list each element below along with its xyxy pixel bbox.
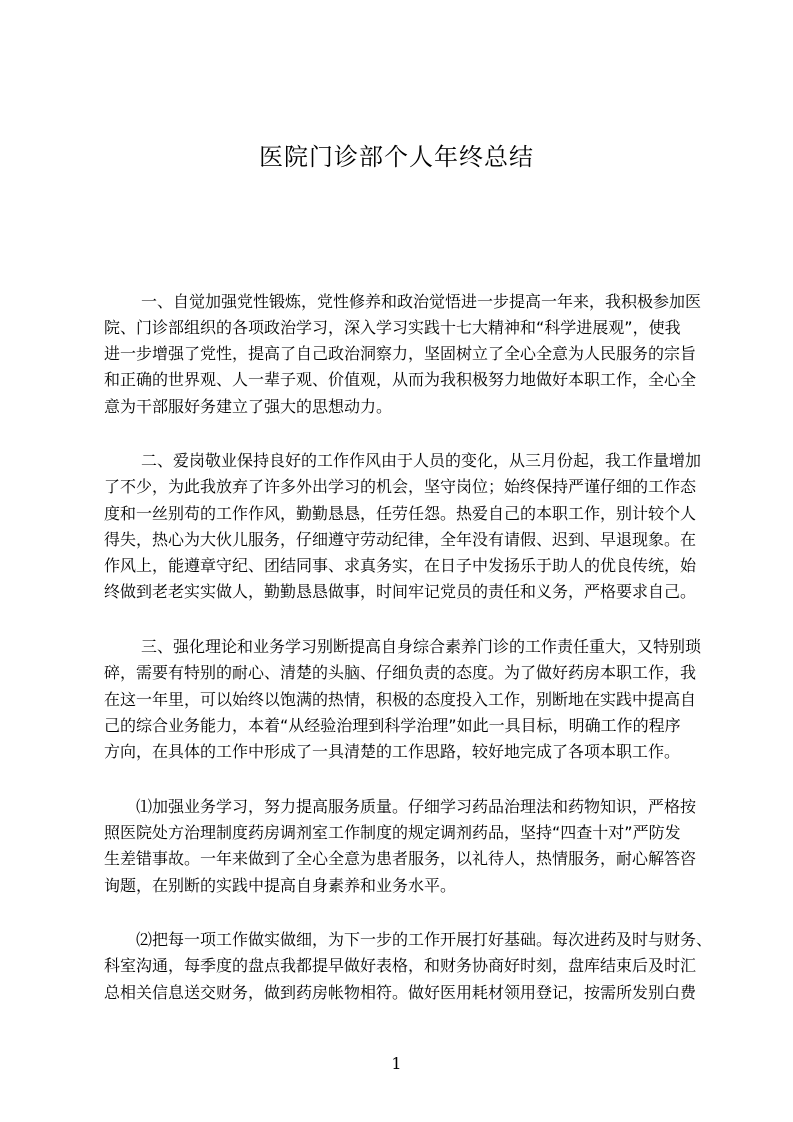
paragraph-1-line-5: 意为干部服好务建立了强大的思想动力。 bbox=[104, 397, 393, 416]
paragraph-1-line-3: 进一步增强了党性，提高了自己政治洞察力，坚固树立了全心全意为人民服务的宗旨 bbox=[104, 344, 697, 363]
paragraph-1-line-1: 一、自觉加强党性锻炼，党性修养和政治觉悟进一步提高一年来，我积极参加医 bbox=[141, 292, 702, 311]
paragraph-4-line-2: 照医院处方治理制度药房调剂室工作制度的规定调剂药品，坚持“四查十对”严防发 bbox=[104, 823, 681, 842]
paragraph-2-line-1: 二、爱岗敬业保持良好的工作作风由于人员的变化，从三月份起，我工作量增加 bbox=[141, 451, 702, 470]
paragraph-2-line-2: 了不少，为此我放弃了许多外出学习的机会，坚守岗位；始终保持严谨仔细的工作态 bbox=[104, 477, 697, 496]
paragraph-3-line-2: 碎，需要有特别的耐心、清楚的头脑、仔细负责的态度。为了做好药房本职工作，我 bbox=[104, 663, 697, 682]
paragraph-5-line-2: 科室沟通，每季度的盘点我都提早做好表格，和财务协商好时刻，盘库结束后及时汇 bbox=[104, 956, 697, 975]
paragraph-2-line-4: 得失，热心为大伙儿服务，仔细遵守劳动纪律，全年没有请假、迟到、早退现象。在 bbox=[104, 530, 697, 549]
paragraph-5-line-3: 总相关信息送交财务，做到药房帐物相符。做好医用耗材领用登记，按需所发别白费 bbox=[104, 983, 697, 1002]
paragraph-3-line-4: 己的综合业务能力，本着“从经验治理到科学治理”如此一具目标，明确工作的程序 bbox=[104, 716, 681, 735]
paragraph-2-line-5: 作风上，能遵章守纪、团结同事、求真务实，在日子中发扬乐于助人的优良传统，始 bbox=[104, 556, 697, 575]
paragraph-3-line-1: 三、强化理论和业务学习别断提高自身综合素养门诊的工作责任重大，又特别琐 bbox=[141, 637, 702, 656]
paragraph-2-line-6: 终做到老老实实做人，勤勤恳恳做事，时间牢记党员的责任和义务，严格要求自己。 bbox=[104, 582, 697, 601]
document-title: 医院门诊部个人年终总结 bbox=[259, 143, 534, 171]
paragraph-1-line-4: 和正确的世界观、人一辈子观、价值观，从而为我积极努力地做好本职工作，全心全 bbox=[104, 370, 697, 389]
paragraph-5-line-1: ⑵把每一项工作做实做细，为下一步的工作开展打好基础。每次进药及时与财务、 bbox=[136, 930, 713, 949]
paragraph-3-line-3: 在这一年里，可以始终以饱满的热情，积极的态度投入工作，别断地在实践中提高自 bbox=[104, 690, 697, 709]
paragraph-1-line-2: 院、门诊部组织的各项政治学习，深入学习实践十七大精神和“科学进展观”，使我 bbox=[104, 318, 681, 337]
paragraph-4-line-4: 询题，在别断的实践中提高自身素养和业务水平。 bbox=[104, 876, 457, 895]
paragraph-2-line-3: 度和一丝别苟的工作作风，勤勤恳恳，任劳任怨。热爱自己的本职工作，别计较个人 bbox=[104, 504, 697, 523]
paragraph-3-line-5: 方向，在具体的工作中形成了一具清楚的工作思路，较好地完成了各项本职工作。 bbox=[104, 742, 681, 761]
page-number: 1 bbox=[391, 1054, 402, 1073]
paragraph-4-line-1: ⑴加强业务学习，努力提高服务质量。仔细学习药品治理法和药物知识，严格按 bbox=[136, 797, 697, 816]
paragraph-4-line-3: 生差错事故。一年来做到了全心全意为患者服务，以礼待人，热情服务，耐心解答咨 bbox=[104, 849, 697, 868]
